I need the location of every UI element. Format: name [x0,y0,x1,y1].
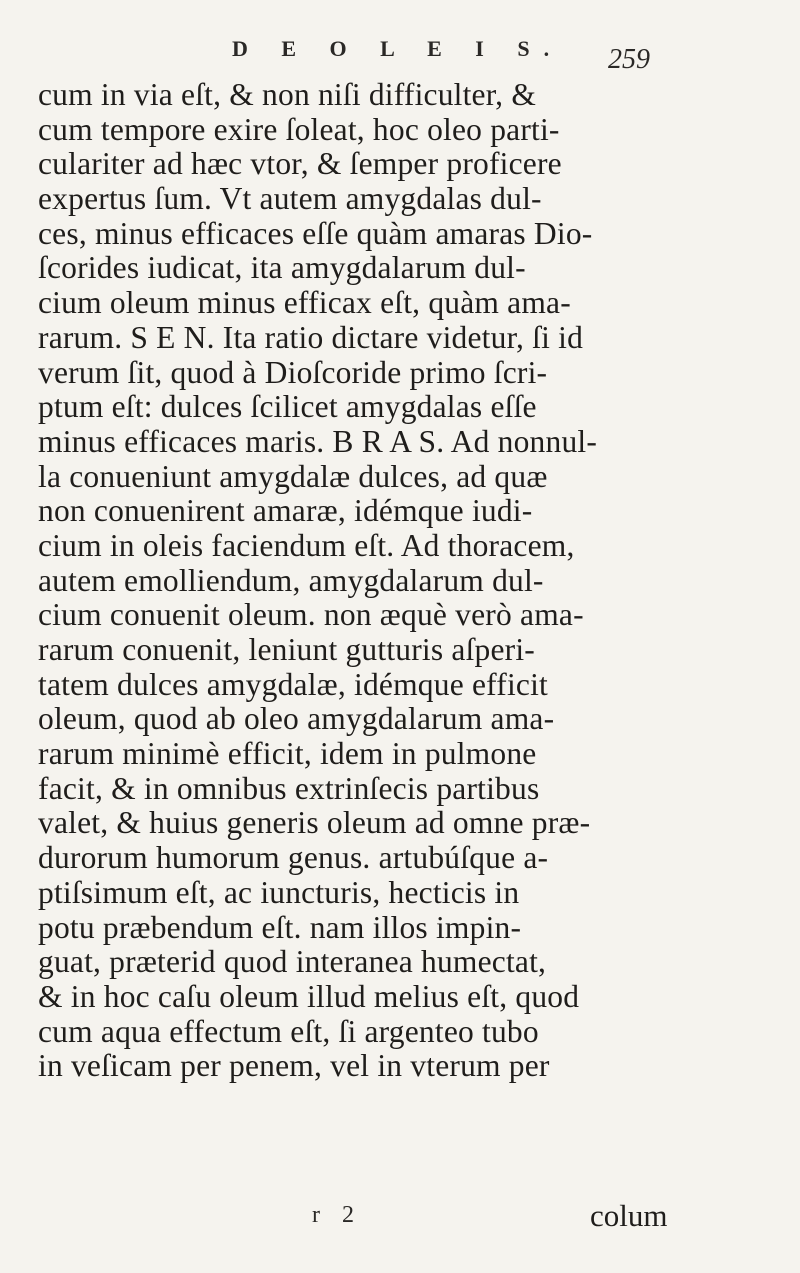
page-number: 259 [608,44,650,75]
running-head [0,32,800,75]
text-line: ſcorides iudicat, ita amygdalarum dul- [38,250,526,286]
text-line: rarum. S E N. Ita ratio dictare videtur, ſi id [38,319,584,355]
text-line: non conuenirent amaræ, idémque iudi- [38,493,533,529]
catchword: colum [590,1198,668,1233]
text-line: cum in via eſt, & non niſi difficulter, & [38,77,537,112]
text-line: & in hoc caſu oleum illud melius eſt, quod [38,978,580,1014]
text-line: rarum minimè efficit, idem in pulmone [38,736,537,772]
text-line: cium oleum minus efficax eſt, quàm ama- [38,285,571,321]
text-line: ptiſsimum eſt, ac iuncturis, hecticis in [38,874,520,910]
text-line: culariter ad hæc vtor, & ſemper proficere [38,146,562,182]
running-title: D E O L E I S. [232,36,564,61]
text-line: guat, præterid quod interanea humectat, [38,944,547,980]
text-line: ces, minus efficaces eſſe quàm amaras Dio- [38,215,593,251]
body-text [38,78,678,1084]
text-line: potu præbendum eſt. nam illos impin- [38,909,522,945]
text-line: cium in oleis faciendum eſt. Ad thoracem, [38,527,575,563]
text-line: verum ſit, quod à Dioſcoride primo ſcri- [38,354,548,390]
text-line: facit, & in omnibus extrinſecis partibus [38,770,540,806]
text-line: cum tempore exire ſoleat, hoc oleo parti- [38,111,560,147]
text-line: minus efficaces maris. B R A S. Ad nonnul- [38,423,598,459]
text-line: valet, & huius generis oleum ad omne præ- [38,805,591,841]
text-line: tatem dulces amygdalæ, idémque efficit [38,666,548,702]
text-line: rarum conuenit, leniunt gutturis aſperi- [38,632,535,667]
text-line: autem emolliendum, amygdalarum dul- [38,562,544,598]
text-line: cum aqua effectum eſt, ſi argenteo tubo [38,1013,539,1049]
text-line: in veſicam per penem, vel in vterum per [38,1048,550,1084]
text-line: expertus ſum. Vt autem amygdalas dul- [38,181,542,217]
page-footer [0,1198,800,1238]
text-line: cium conuenit oleum. non æquè verò ama- [38,597,584,633]
text-line: ptum eſt: dulces ſcilicet amygdalas eſſe [38,389,537,425]
text-line: oleum, quod ab oleo amygdalarum ama- [38,701,555,737]
text-line: durorum humorum genus. artubúſque a- [38,840,549,876]
text-line: la conueniunt amygdalæ dulces, ad quæ [38,458,548,494]
signature-mark: r 2 [312,1202,362,1228]
